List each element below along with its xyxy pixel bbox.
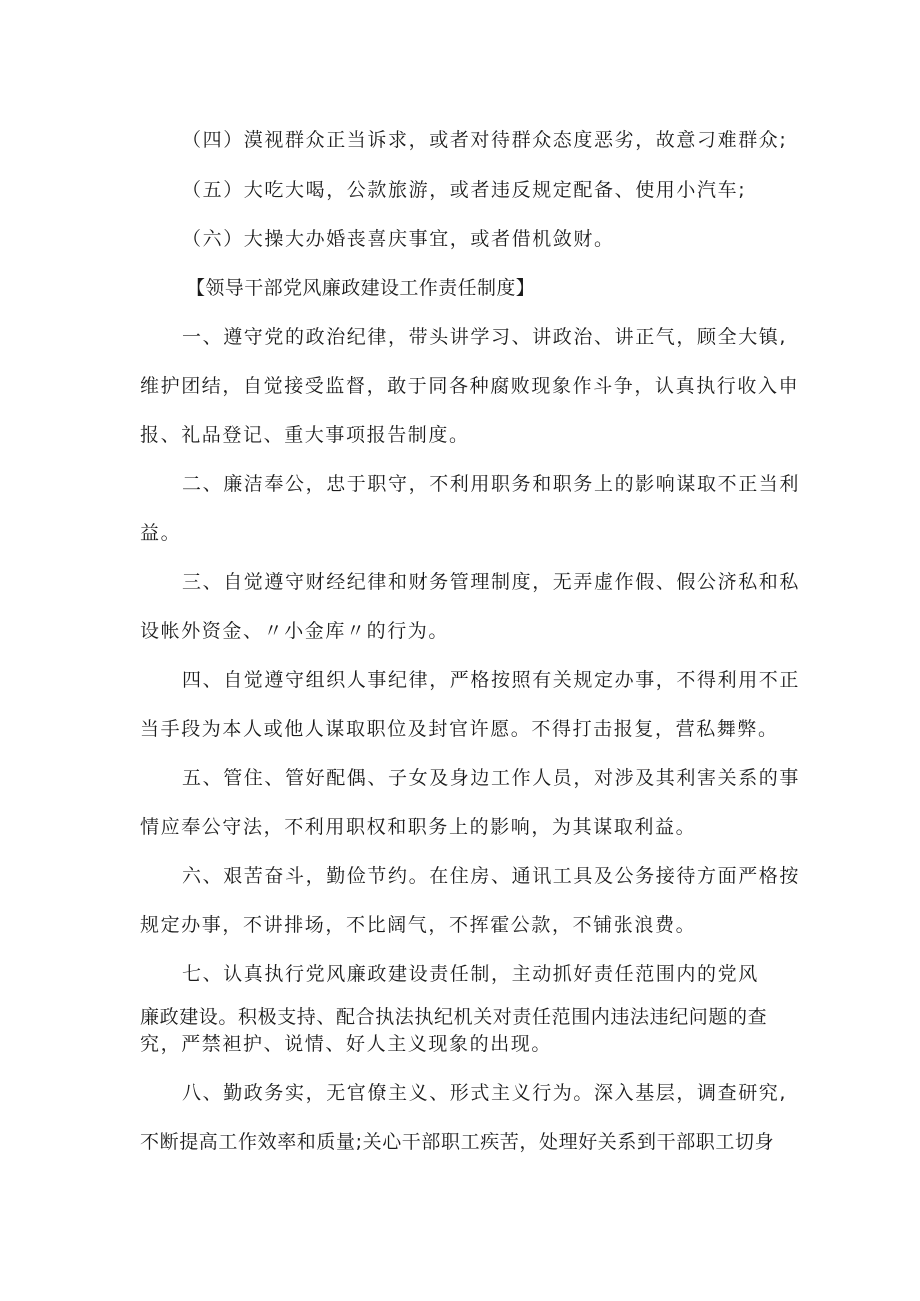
paragraph-5-line-1: 五、管住、管好配偶、子女及身边工作人员，对涉及其利害关系的事 — [182, 767, 801, 789]
paragraph-4-line-2: 当手段为本人或他人谋取职位及封官许愿。不得打击报复，营私舞弊。 — [140, 718, 779, 740]
list-item-6: （六）大操大办婚丧喜庆事宜，或者借机敛财。 — [182, 228, 615, 250]
section-title: 【领导干部党风廉政建设工作责任制度】 — [186, 277, 536, 299]
paragraph-7-line-2: 廉政建设。积极支持、配合执法执纪机关对责任范围内违法违纪问题的查 — [140, 1006, 768, 1028]
paragraph-1-line-2: 维护团结，自觉接受监督，敢于同各种腐败现象作斗争，认真执行收入申 — [140, 375, 800, 397]
list-item-4: （四）漠视群众正当诉求，或者对待群众态度恶劣，故意刁难群众; — [182, 129, 788, 151]
paragraph-1-line-1: 一、遵守党的政治纪律，带头讲学习、讲政治、讲正气，顾全大镇, — [182, 326, 788, 348]
list-item-5: （五）大吃大喝，公款旅游，或者违反规定配备、使用小汽车; — [182, 179, 747, 201]
paragraph-7-line-1: 七、认真执行党风廉政建设责任制，主动抓好责任范围内的党风 — [182, 963, 759, 985]
paragraph-3-line-1: 三、自觉遵守财经纪律和财务管理制度，无弄虚作假、假公济私和私 — [182, 571, 801, 593]
paragraph-4-line-1: 四、自觉遵守组织人事纪律，严格按照有关规定办事，不得利用不正 — [182, 669, 801, 691]
paragraph-1-line-3: 报、礼品登记、重大事项报告制度。 — [140, 424, 470, 446]
paragraph-2-line-2: 益。 — [140, 522, 182, 544]
paragraph-3-line-2: 设帐外资金、〃小金库〃的行为。 — [140, 620, 450, 642]
paragraph-7-line-3: 究，严禁袒护、说情、好人主义现象的出现。 — [140, 1033, 553, 1055]
paragraph-8-line-2: 不断提高工作效率和质量;关心干部职工疾苦，处理好关系到干部职工切身 — [140, 1131, 775, 1153]
paragraph-8-line-1: 八、勤政务实，无官僚主义、形式主义行为。深入基层，调查研究, — [182, 1082, 788, 1104]
paragraph-6-line-1: 六、艰苦奋斗，勤俭节约。在住房、通讯工具及公务接待方面严格按 — [182, 865, 801, 887]
paragraph-2-line-1: 二、廉洁奉公，忠于职守，不利用职务和职务上的影响谋取不正当利 — [182, 473, 801, 495]
paragraph-5-line-2: 情应奉公守法，不利用职权和职务上的影响，为其谋取利益。 — [140, 816, 697, 838]
paragraph-6-line-2: 规定办事，不讲排场，不比阔气，不挥霍公款，不铺张浪费。 — [140, 914, 697, 936]
